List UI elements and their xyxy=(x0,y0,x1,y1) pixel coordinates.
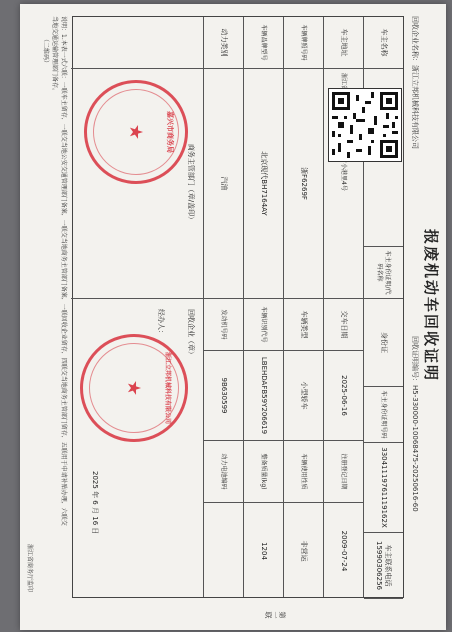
mass-label: 整备质量(kg) xyxy=(244,441,283,503)
recycler-label: 回收企业（章） xyxy=(187,309,195,358)
reg-date-value: 2009-07-24 xyxy=(339,530,348,572)
engine-label: 发动机号码 xyxy=(204,299,243,351)
day-unit: 日 xyxy=(91,527,99,535)
battery-label: 动力电池编码 xyxy=(204,441,243,503)
company-line xyxy=(410,16,420,149)
cert-number-label: 回收证明编号： xyxy=(411,336,419,385)
sign-date xyxy=(91,471,99,534)
vin-label: 车辆识别代号 xyxy=(244,299,283,351)
date-label: 交车日期 xyxy=(324,299,363,351)
qr-caption-cell xyxy=(71,17,203,69)
owner-label: 车主名称 xyxy=(364,17,403,69)
fuel-value: 汽油 xyxy=(204,69,243,299)
handler-label: 经办人： xyxy=(157,309,165,337)
model-value: 北京现代BH7164AY xyxy=(244,69,283,299)
notes-line-3: （二维码） xyxy=(42,36,49,67)
company-label: 回收企业名称： xyxy=(411,16,419,65)
qr-code xyxy=(328,88,402,162)
reg-date-label: 注册登记日期 xyxy=(324,441,363,503)
commerce-stamp xyxy=(84,80,188,184)
commerce-label: 商务主管部门（章/盖印） xyxy=(187,143,195,224)
month-unit: 月 xyxy=(91,507,99,514)
recycler-stamp xyxy=(80,334,188,442)
company-name: 浙江立邦机械科技有限公司 xyxy=(411,65,419,149)
notes-line-2: 当地交通运输管理部门备存。 xyxy=(51,16,58,95)
copy-mark: 第一联 xyxy=(265,611,286,619)
model-label: 车辆品牌型号 xyxy=(244,17,283,69)
phone-value: 15990306256 xyxy=(375,541,384,590)
engine-value: 9B630599 xyxy=(204,351,243,441)
id-no-value: 33041119761119162X xyxy=(364,443,403,533)
fuel-label: 动力类别 xyxy=(204,17,243,69)
certificate-paper xyxy=(20,4,446,630)
cert-number-line xyxy=(410,336,420,512)
notes-line-1: 说明：1.本表一式六联：一联车主留存，一联交当地公安交通管理部门备案，一联交当地商务主管部门备案，一联回收企业留存，四联交当地商务主管部门留存，五联用于申请补贴办理，六联交 xyxy=(60,16,67,526)
qr-code-graphic xyxy=(329,89,401,161)
address-label: 车主地址 xyxy=(324,17,363,69)
usage-label: 车辆使用性质 xyxy=(284,441,323,503)
year-unit: 年 xyxy=(91,491,99,499)
sign-day: 16 xyxy=(91,516,99,526)
sign-year: 2025 xyxy=(91,471,99,489)
document-title: 报废机动车回收证明 xyxy=(422,229,440,383)
document-header xyxy=(404,4,446,630)
battery-value xyxy=(204,503,243,599)
id-type-label: 车主身份证明/代码名称 xyxy=(364,247,403,299)
cert-number: H5-330000-10068475-20250616-60 xyxy=(411,385,419,512)
stamp-star-icon: ★ xyxy=(123,379,145,397)
date-value: 2025-06-16 xyxy=(324,351,363,441)
stamp-star-icon: ★ xyxy=(125,123,147,141)
commerce-stamp-text: 嘉兴市商务局 xyxy=(166,111,174,153)
phone-cell xyxy=(364,533,403,599)
table-row xyxy=(283,17,323,597)
id-no-label: 车主身份证明号码 xyxy=(364,387,403,443)
id-type-value: 身份证 xyxy=(364,299,403,387)
usage-value: 非营运 xyxy=(299,540,308,562)
vtype-label: 车辆类型 xyxy=(284,299,323,351)
mass-value: 1204 xyxy=(259,542,268,560)
rotated-document xyxy=(20,4,446,630)
sign-month: 6 xyxy=(91,500,99,505)
recycler-stamp-text: 浙江立邦机械科技有限公司 xyxy=(164,351,171,424)
vtype-value: 小型轿车 xyxy=(284,351,323,441)
plate-label: 车辆牌照号码 xyxy=(284,17,323,69)
table-row xyxy=(243,17,283,597)
phone-label: 车主联系电话 xyxy=(383,544,392,587)
plate-value: 浙F6269F xyxy=(284,69,323,299)
table-row xyxy=(203,17,243,597)
footer-supervision: 浙江省商务厅监印 xyxy=(26,544,33,593)
vin-value: LBEHDAFB59Y206619 xyxy=(244,351,283,441)
notes-block xyxy=(41,16,68,606)
